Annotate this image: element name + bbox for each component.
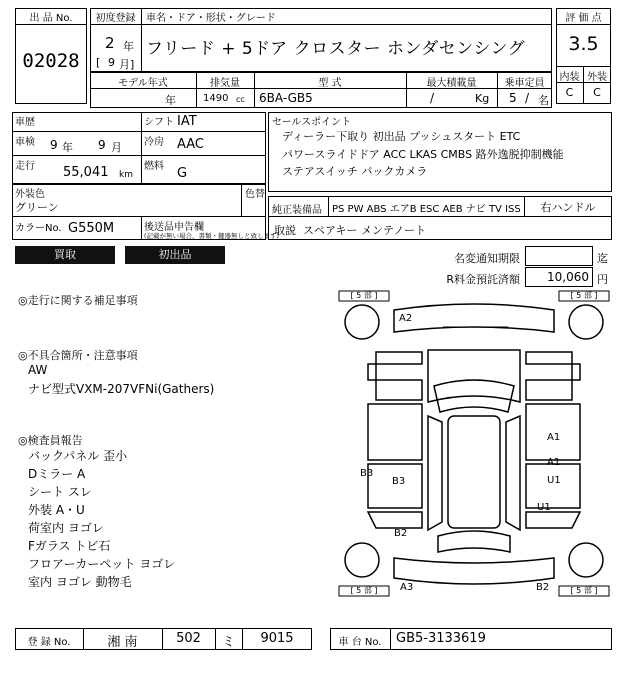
title-change-label: 名変通知期限 bbox=[454, 252, 520, 265]
defect-item: ナビ型式VXM-207VFNi(Gathers) bbox=[28, 382, 215, 396]
rear-bumper bbox=[394, 558, 554, 584]
mileage-label: 走行 bbox=[15, 161, 35, 172]
wheel-front-right bbox=[569, 305, 603, 339]
damage-mark: B3 bbox=[360, 468, 374, 479]
damage-mark: B3 bbox=[392, 476, 406, 487]
inspection-label: 車検 bbox=[15, 137, 35, 148]
color-change-label: 色替 bbox=[245, 189, 265, 200]
type-value: 6BA-GB5 bbox=[259, 91, 313, 105]
buy-badge: 買取 bbox=[15, 246, 115, 264]
divider bbox=[268, 216, 612, 217]
grade-label: 評 価 点 bbox=[565, 13, 602, 24]
divider bbox=[241, 184, 242, 216]
interior-grade: C bbox=[565, 86, 574, 99]
damage-mark: A3 bbox=[400, 582, 414, 593]
inspector-item: バックパネル 歪小 bbox=[28, 449, 128, 463]
sales-point-line: パワースライドドア ACC LKAS CMBS 路外逸脱抑制機能 bbox=[282, 148, 564, 161]
capacity-value: 5 bbox=[509, 91, 517, 105]
damage-mark: U1 bbox=[547, 475, 561, 486]
divider bbox=[12, 216, 266, 217]
body-side-right-front bbox=[526, 352, 580, 400]
lot-label: 出 品 No. bbox=[29, 13, 73, 24]
sales-points-label: セールスポイント bbox=[272, 117, 352, 128]
rear-window bbox=[438, 531, 510, 552]
divider bbox=[141, 8, 142, 72]
max-load-label: 最大積載量 bbox=[426, 78, 477, 89]
model-year-unit: 年 bbox=[165, 94, 176, 107]
title-change-box bbox=[525, 246, 593, 266]
body-side-left-door bbox=[368, 404, 422, 460]
color-no-value: G550M bbox=[68, 221, 115, 236]
tire-bl-label: [ 5 部 ] bbox=[350, 586, 378, 595]
grade-value: 3.5 bbox=[568, 33, 599, 55]
inspector-item: シート スレ bbox=[28, 485, 92, 499]
inspection-year: 9 bbox=[50, 138, 58, 152]
divider bbox=[12, 155, 266, 156]
wheel-front-left bbox=[345, 305, 379, 339]
max-load-unit: Kg bbox=[475, 92, 490, 105]
displacement-label: 排気量 bbox=[210, 78, 240, 89]
damage-mark: U1 bbox=[537, 502, 551, 513]
body-side-right-rear bbox=[526, 464, 580, 508]
aftermarket-note: (記載が無い場合、書類・鍵器無しと致します) bbox=[144, 232, 280, 240]
tire-tr-label: [ 5 部 ] bbox=[570, 291, 598, 300]
body-side-left-front bbox=[368, 352, 422, 400]
fuel-label: 燃料 bbox=[144, 161, 164, 172]
plate-class: 502 bbox=[176, 631, 201, 646]
mileage-value: 55,041 bbox=[63, 165, 109, 180]
inspection-month-unit: 月 bbox=[111, 141, 122, 154]
body-side-left-quarter bbox=[368, 512, 422, 528]
damage-mark: A1 bbox=[547, 432, 561, 443]
plate-area: 湘 南 bbox=[107, 635, 138, 650]
history-label: 車歴 bbox=[15, 117, 35, 128]
max-load-value: / bbox=[430, 91, 435, 105]
divider bbox=[141, 216, 142, 240]
color-no-label: カラーNo. bbox=[15, 223, 62, 234]
reg-month-open: [ bbox=[96, 56, 101, 69]
ac-label: 冷房 bbox=[144, 137, 164, 148]
wheel-rear-left bbox=[345, 543, 379, 577]
ext-color-value: グリーン bbox=[15, 201, 59, 214]
model-year-label: モデル年式 bbox=[118, 78, 168, 89]
damage-mark: A2 bbox=[399, 313, 413, 324]
car-diagram bbox=[338, 290, 610, 598]
driving-notes-title: ◎走行に関する補足事項 bbox=[18, 294, 138, 307]
recycle-unit: 円 bbox=[597, 273, 608, 286]
inspector-item: 室内 ヨゴレ 動物毛 bbox=[28, 575, 132, 589]
chassis-label: 車 台 No. bbox=[338, 637, 382, 648]
tire-tl-label: [ 5 部 ] bbox=[350, 291, 378, 300]
exterior-label: 外装 bbox=[587, 72, 607, 83]
shift-value: IAT bbox=[177, 114, 197, 129]
inspector-item: 外装 A・U bbox=[28, 503, 85, 517]
shift-label: シフト bbox=[144, 117, 174, 128]
lot-number: 02028 bbox=[22, 50, 80, 72]
divider bbox=[90, 24, 552, 25]
capacity-sep: / bbox=[525, 91, 530, 105]
damage-mark: B2 bbox=[394, 528, 408, 539]
inspector-item: Fガラス トビ石 bbox=[28, 539, 111, 553]
plate-kana: ミ bbox=[221, 635, 235, 650]
first-listing-badge: 初出品 bbox=[125, 246, 225, 264]
displacement-unit: cc bbox=[236, 95, 245, 104]
defects-title: ◎不具合箇所・注意事項 bbox=[18, 349, 138, 362]
reg-year: 2 bbox=[105, 34, 115, 52]
car-name-label: 車名・ドア・形状・グレード bbox=[146, 13, 276, 24]
recycle-value: 10,060 bbox=[547, 270, 589, 284]
pillar-left bbox=[428, 416, 442, 530]
title-change-unit: 迄 bbox=[597, 252, 608, 265]
interior-label: 内装 bbox=[559, 72, 580, 83]
manual-items: スペアキー メンテノート bbox=[303, 224, 426, 237]
inspection-month: 9 bbox=[98, 138, 106, 152]
manual-label: 取説 bbox=[274, 224, 296, 237]
car-name: フリード + 5ドア クロスター ホンダセンシング bbox=[146, 39, 526, 59]
defect-item: AW bbox=[28, 363, 48, 377]
reg-month-unit: 月] bbox=[119, 58, 135, 71]
inspector-title: ◎検査員報告 bbox=[18, 434, 83, 447]
chassis-value: GB5-3133619 bbox=[396, 631, 486, 646]
displacement-value: 1490 bbox=[203, 93, 229, 104]
handle-value: 右ハンドル bbox=[540, 201, 596, 214]
capacity-unit: 名 bbox=[538, 94, 549, 107]
equipment-items: PS PW ABS エアB ESC AEB ナビ TV ISS bbox=[332, 204, 521, 215]
inspector-item: フロアーカーペット ヨゴレ bbox=[28, 557, 176, 571]
divider bbox=[15, 24, 87, 25]
mileage-unit: km bbox=[119, 170, 133, 180]
hood bbox=[428, 350, 520, 402]
tire-br-label: [ 5 部 ] bbox=[570, 586, 598, 595]
inspector-item: Dミラー A bbox=[28, 467, 86, 481]
body-side-right-quarter bbox=[526, 512, 580, 528]
reg-year-unit: 年 bbox=[123, 40, 134, 53]
damage-mark: A1 bbox=[547, 457, 561, 468]
damage-mark: B2 bbox=[536, 582, 550, 593]
plate-number: 9015 bbox=[260, 631, 294, 646]
reg-label: 初度登録 bbox=[95, 13, 136, 24]
aftermarket-label: 後送品申告欄 bbox=[144, 222, 204, 233]
divider bbox=[390, 628, 391, 650]
fuel-value: G bbox=[177, 166, 188, 181]
front-bumper bbox=[394, 304, 554, 332]
divider bbox=[556, 24, 611, 25]
wheel-rear-right bbox=[569, 543, 603, 577]
equipment-label: 純正装備品 bbox=[272, 205, 322, 216]
divider bbox=[12, 131, 266, 132]
inspection-year-unit: 年 bbox=[62, 141, 73, 154]
divider bbox=[328, 196, 329, 216]
reg-no-label: 登 録 No. bbox=[27, 637, 71, 648]
pillar-right bbox=[506, 416, 520, 530]
reg-month: 9 bbox=[108, 56, 115, 69]
roof bbox=[448, 416, 500, 528]
sales-point-line: ステアスイッチ バックカメラ bbox=[282, 165, 428, 178]
ac-value: AAC bbox=[177, 137, 204, 152]
ext-color-label: 外装色 bbox=[15, 189, 45, 200]
sales-point-line: ディーラー下取り 初出品 プッシュスタート ETC bbox=[282, 130, 521, 143]
capacity-label: 乗車定員 bbox=[504, 78, 545, 89]
divider bbox=[141, 112, 142, 184]
exterior-grade: C bbox=[593, 86, 601, 99]
recycle-label: R料金預託済額 bbox=[446, 273, 520, 286]
type-label: 型 式 bbox=[318, 78, 342, 89]
inspector-item: 荷室内 ヨゴレ bbox=[28, 521, 104, 535]
